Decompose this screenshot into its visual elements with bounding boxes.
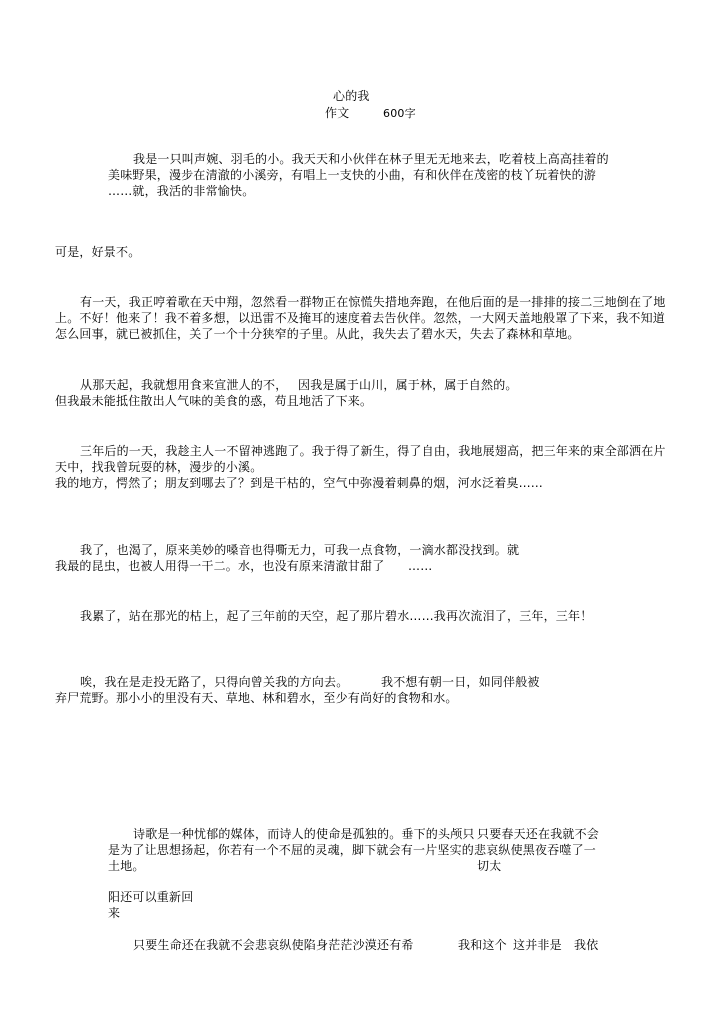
paragraph-3-line-2: 上。不好！他来了！我不着多想，以迅雷不及掩耳的速度着去告伙伴。忽然，一大网天盖地般罩了下来，我不知道 <box>55 311 666 325</box>
quote-line-4: 阳还可以重新回 <box>108 890 194 904</box>
paragraph-1-line-1: 我是一只叫声婉、羽毛的小。我天天和小伙伴在林子里无无地来去，吃着枝上高高挂着的 <box>133 152 609 166</box>
paragraph-8-line-1b: 我不想有朝一日，如同伴般被 <box>381 675 540 689</box>
quote-line-6c: 这并非是 <box>513 938 562 952</box>
paragraph-6-line-1: 我了，也渴了，原来美妙的嗓音也得嘶无力，可我一点食物，一滴水都没找到。就 <box>80 543 520 557</box>
quote-line-3b: 切太 <box>477 859 502 873</box>
word-count: 600字 <box>383 107 416 120</box>
paragraph-5-line-1: 三年后的一天，我趁主人一不留神逃跑了。我于得了新生，得了自由，我地展翅高，把三年来的束全部洒在片 <box>80 444 666 458</box>
quote-line-2a: 是为了让思想扬起，你若有一个不屈的灵魂，脚下就会有一片坚实的 <box>108 843 475 857</box>
paragraph-1-line-2: 美味野果，漫步在清澈的小溪旁，有唱上一支快的小曲，有和伙伴在茂密的枝丫玩着快的游 <box>108 168 597 182</box>
quote-line-6a: 只要生命还在我就不会悲哀纵使陷身茫茫沙漠还有希 <box>133 938 414 952</box>
quote-line-5: 来 <box>108 906 121 920</box>
paragraph-8-line-2: 弃尸荒野。那小小的里没有天、草地、林和碧水，至少有尚好的食物和水。 <box>55 691 458 705</box>
paragraph-4-line-1b: 因我是属于山川，属于林，属于自然的。 <box>298 378 518 392</box>
paragraph-6-line-2: 我最的昆虫，也被人用得一干二。水，也没有原来清澈甘甜了 <box>55 559 385 573</box>
paragraph-3-line-3: 怎么回事，就已被抓住，关了一个十分狭窄的子里。从此，我失去了碧水天，失去了森林和草地。 <box>55 327 580 341</box>
paragraph-4-line-1a: 从那天起，我就想用食来宣泄人的不， <box>80 378 288 392</box>
quote-line-6d: 我依 <box>574 938 599 952</box>
subtitle-label: 作文 <box>325 106 350 120</box>
paragraph-5-line-2: 天中，找我曾玩耍的林，漫步的小溪。 <box>55 460 263 474</box>
paragraph-8-line-1a: 唉，我在是走投无路了，只得向曾关我的方向去。 <box>80 675 349 689</box>
quote-line-1b: 只要春天还在我就不会 <box>477 827 600 841</box>
quote-line-2b: 悲哀纵使黑夜吞噬了一 <box>474 843 597 857</box>
paragraph-3-line-1: 有一天，我正哼着歌在天中翔，忽然看一群物正在惊慌失措地奔跑，在他后面的是一排排的接二三地倒在了地 <box>80 295 666 309</box>
quote-line-6b: 我和这个 <box>458 938 507 952</box>
paragraph-6-ellipsis: …… <box>408 559 433 573</box>
paragraph-4-line-2: 但我最未能抵住散出人气味的美食的惑，苟且地活了下来。 <box>55 394 373 408</box>
paragraph-1-line-3: ……就，我活的非常愉快。 <box>108 184 255 198</box>
page-title: 心的我 <box>333 89 370 103</box>
quote-line-3a: 土地。 <box>108 859 145 873</box>
paragraph-5-line-3: 我的地方，愕然了；朋友到哪去了？到是干枯的，空气中弥漫着刺鼻的烟，河水泛着臭…… <box>55 476 544 490</box>
paragraph-2: 可是，好景不。 <box>55 245 141 259</box>
paragraph-7: 我累了，站在那光的枯上，起了三年前的天空，起了那片碧水……我再次流泪了，三年，三年！ <box>80 609 593 623</box>
quote-line-1a: 诗歌是一种忧郁的媒体，而诗人的使命是孤独的。垂下的头颅只 <box>133 827 475 841</box>
